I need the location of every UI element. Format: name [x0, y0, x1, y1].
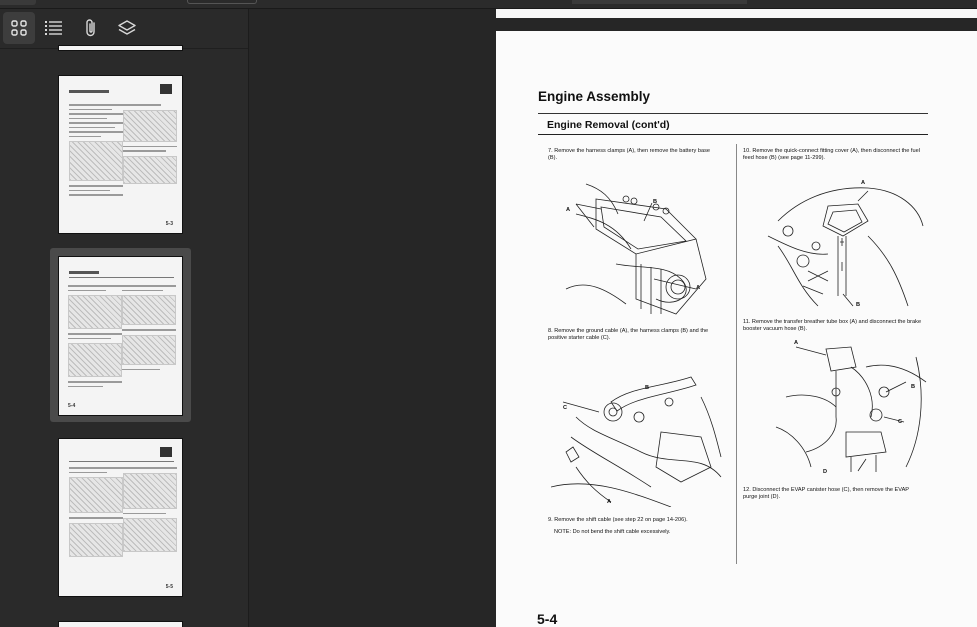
- thumbnail-column: [69, 104, 123, 199]
- thumbnail-list: [0, 50, 249, 627]
- document-page[interactable]: [496, 31, 977, 627]
- paperclip-icon: [84, 18, 98, 38]
- attachments-view-button[interactable]: [75, 12, 107, 44]
- thumbnail-heading: [69, 271, 99, 274]
- thumbnails-view-button[interactable]: [3, 12, 35, 44]
- thumbnail-column: [122, 285, 176, 373]
- brand-logo-icon: [160, 447, 172, 457]
- thumbnail-column: [123, 104, 177, 188]
- layers-view-button[interactable]: [111, 12, 143, 44]
- thumbnail-column: [69, 467, 123, 561]
- step-10-text: 10. Remove the quick-connect fitting cover (A), then disconnect the fuel feed hose (B) (see page 11-299).: [743, 148, 920, 161]
- thumbnail-column: [123, 467, 177, 556]
- figure-fuel-feed-hose: A B: [758, 176, 928, 316]
- column-divider: [736, 144, 737, 564]
- outline-view-button[interactable]: [38, 12, 70, 44]
- sidebar-toolbar: [0, 9, 249, 49]
- figure-ground-cable: B C A: [551, 357, 731, 507]
- step-9-note: NOTE: Do not bend the shift cable excessively.: [554, 529, 671, 535]
- thumbnail-column: [68, 285, 122, 390]
- thumbnail-page-label: 5-4: [68, 403, 76, 409]
- previous-page-edge: [496, 9, 977, 18]
- thumbnail-heading: [69, 90, 109, 93]
- page-thumbnail-selected[interactable]: [59, 257, 182, 415]
- step-9-text: 9. Remove the shift cable (see step 22 on page 14-206).: [548, 517, 688, 523]
- page-thumbnail[interactable]: [59, 622, 182, 627]
- step-12-text: 12. Disconnect the EVAP canister hose (C), then remove the EVAP purge joint (D).: [743, 487, 909, 500]
- brand-logo-icon: [160, 84, 172, 94]
- thumbnail-page-label: 5-5: [165, 584, 173, 590]
- thumbnail-rule: [69, 461, 174, 462]
- step-8-text: 8. Remove the ground cable (A), the harness clamps (B) and the positive starter cable (C).: [548, 328, 709, 341]
- step-7-text: 7. Remove the harness clamps (A), then remove the battery base (B).: [548, 148, 710, 161]
- section-subtitle: Engine Removal (cont'd): [547, 119, 670, 131]
- figure-battery-base: A B A: [556, 169, 726, 319]
- figure-breather-tube: A B C D: [766, 337, 936, 477]
- page-thumbnail[interactable]: [59, 439, 182, 596]
- layers-icon: [117, 19, 137, 37]
- top-field[interactable]: [187, 0, 257, 4]
- grid-icon: [10, 19, 28, 37]
- list-icon: [44, 19, 64, 37]
- top-tab-right[interactable]: [572, 0, 747, 4]
- step-11-text: 11. Remove the transfer breather tube box (A) and disconnect the brake booster vacuum hose (B).: [743, 319, 922, 332]
- document-viewer[interactable]: [250, 9, 977, 627]
- page-number: 5-4: [537, 611, 558, 627]
- page-title: Engine Assembly: [538, 89, 651, 104]
- window-top-strip: [0, 0, 977, 9]
- sidebar: [0, 9, 249, 627]
- thumbnail-page-label: 5-3: [165, 221, 173, 227]
- top-tab[interactable]: [0, 0, 36, 5]
- page-thumbnail[interactable]: [59, 46, 182, 50]
- page-thumbnail[interactable]: [59, 76, 182, 233]
- thumbnail-rule: [69, 277, 174, 278]
